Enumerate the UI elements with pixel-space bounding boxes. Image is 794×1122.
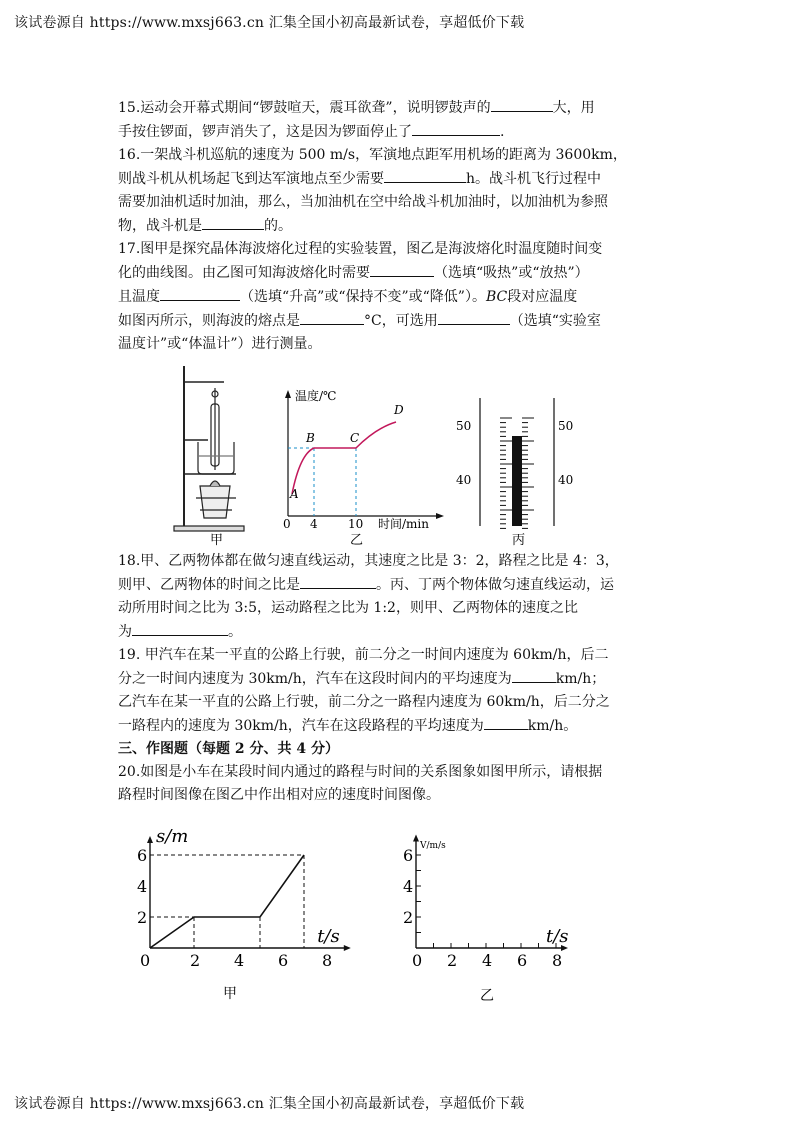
vt-x-tick: 0 bbox=[412, 951, 423, 970]
vt-plot-area bbox=[403, 835, 569, 971]
st-x-arrow-icon bbox=[344, 945, 351, 951]
st-y-tick: 2 bbox=[137, 908, 148, 927]
q18-line2: 则甲、乙两物体的时间之比是 。丙、丁两个物体做匀速直线运动，运 bbox=[118, 573, 678, 597]
x-tick-10: 10 bbox=[348, 517, 364, 531]
q17-blank1 bbox=[370, 261, 434, 277]
q17-blank4 bbox=[438, 309, 510, 325]
q16-blank2 bbox=[202, 214, 264, 230]
mercury-column bbox=[512, 436, 522, 526]
q20-line1: 20.如图是小车在某段时间内通过的路程与时间的关系图象如图甲所示，请根据 bbox=[118, 764, 603, 780]
q18-line1: 18.甲、乙两物体都在做匀速直线运动，其速度之比是 3：2，路程之比是 4：3， bbox=[118, 553, 619, 569]
x-tick-0: 0 bbox=[283, 517, 291, 531]
st-y-tick: 6 bbox=[137, 846, 148, 865]
vt-x-axis-label: t/s bbox=[546, 926, 569, 947]
st-x-axis-label: t/s bbox=[317, 926, 340, 947]
st-x-tick: 4 bbox=[234, 951, 245, 970]
vt-y-arrow-icon bbox=[413, 835, 419, 842]
q17-line2: 化的曲线图。由乙图可知海波熔化时需要 （选填“吸热”或“放热”） bbox=[118, 261, 678, 285]
x-arrow-icon bbox=[436, 513, 444, 519]
q15-line1: 15.运动会开幕式期间“锣鼓喧天，震耳欲聋”，说明锣鼓声的 大，用 bbox=[118, 96, 678, 120]
q18-blank1 bbox=[300, 573, 376, 589]
vt-x-tick: 8 bbox=[552, 951, 563, 970]
q18-line4: 为 。 bbox=[118, 620, 678, 644]
figure-17 bbox=[140, 358, 580, 548]
label-jia-20: 甲 bbox=[223, 986, 237, 1002]
q19-line3: 乙汽车在某一平直的公路上行驶，前二分之一路程内速度为 60km/h，后二分之 bbox=[118, 694, 610, 710]
vt-y-axis-label: V/m/s bbox=[420, 841, 446, 851]
q16-line4: 物，战斗机是 的。 bbox=[118, 214, 678, 238]
vt-y-tick: 4 bbox=[403, 877, 414, 896]
vt-y-tick: 2 bbox=[403, 908, 414, 927]
q19-blank2 bbox=[484, 714, 528, 730]
vt-x-tick: 6 bbox=[517, 951, 528, 970]
section-three-heading: 三、作图题（每题 2 分、共 4 分） bbox=[118, 741, 339, 757]
exam-content-lower bbox=[118, 550, 678, 807]
figure-20-yi-vt-graph bbox=[398, 830, 598, 1010]
st-x-tick: 8 bbox=[322, 951, 333, 970]
st-plot-area bbox=[137, 826, 351, 970]
st-y-tick: 4 bbox=[137, 877, 148, 896]
thermo-right-40: 40 bbox=[558, 473, 574, 487]
vt-x-tick: 4 bbox=[482, 951, 493, 970]
q18-line3: 动所用时间之比为 3:5，运动路程之比为 1:2，则甲、乙两物体的速度之比 bbox=[118, 600, 578, 616]
vt-y-tick: 6 bbox=[403, 846, 414, 865]
label-yi: 乙 bbox=[350, 533, 364, 548]
label-bing: 丙 bbox=[512, 533, 526, 548]
q20-line2: 路程时间图像在图乙中作出相对应的速度时间图像。 bbox=[118, 787, 440, 803]
st-x-tick: 0 bbox=[140, 951, 151, 970]
st-y-arrow-icon bbox=[147, 836, 153, 843]
q17-line1: 17.图甲是探究晶体海波熔化过程的实验装置，图乙是海波熔化时温度随时间变 bbox=[118, 241, 603, 257]
label-yi-20: 乙 bbox=[480, 988, 494, 1004]
q16-line2: 则战斗机从机场起飞到达军演地点至少需要 h。战斗机飞行过程中 bbox=[118, 167, 678, 191]
q15-blank1 bbox=[491, 96, 553, 112]
y-axis-label: 温度/℃ bbox=[295, 389, 337, 403]
q15-blank2 bbox=[412, 120, 500, 136]
q19-blank1 bbox=[512, 667, 556, 683]
x-axis-label: 时间/min bbox=[378, 517, 429, 531]
thermo-left-40: 40 bbox=[456, 473, 472, 487]
melting-curve-chart bbox=[283, 388, 444, 531]
point-c-label: C bbox=[350, 431, 360, 445]
q19-line2: 分之一时间内速度为 30km/h，汽车在这段时间内的平均速度为 km/h； bbox=[118, 667, 678, 691]
q16-line3: 需要加油机适时加油，那么，当加油机在空中给战斗机加油时，以加油机为参照 bbox=[118, 194, 608, 210]
q16-blank1 bbox=[384, 167, 466, 183]
q15-line2: 手按住锣面，锣声消失了，这是因为锣面停止了 . bbox=[118, 120, 678, 144]
point-a-label: A bbox=[290, 487, 299, 501]
thermo-right-50: 50 bbox=[558, 419, 574, 433]
q19-line1: 19. 甲汽车在某一平直的公路上行驶，前二分之一时间内速度为 60km/h，后二 bbox=[118, 647, 609, 663]
st-series-line bbox=[150, 855, 304, 948]
y-arrow-icon bbox=[285, 390, 291, 398]
vt-x-tick: 2 bbox=[447, 951, 458, 970]
q17-line3: 且温度 （选填“升高”或“保持不变”或“降低”）。BC段对应温度 bbox=[118, 285, 678, 309]
q18-blank2 bbox=[132, 620, 228, 636]
thermometer-reading bbox=[456, 398, 573, 528]
source-banner-bottom: 该试卷源自 https://www.mxsj663.cn 汇集全国小初高最新试卷，享超低价下载 bbox=[14, 1096, 525, 1112]
point-d-label: D bbox=[394, 403, 404, 417]
q17-line4: 如图丙所示，则海波的熔点是 °C，可选用 （选填“实验室 bbox=[118, 309, 678, 333]
q17-blank2 bbox=[160, 285, 240, 301]
x-tick-4: 4 bbox=[310, 517, 318, 531]
q19-line4: 一路程内的速度为 30km/h，汽车在这段路程的平均速度为 km/h。 bbox=[118, 714, 678, 738]
thermo-left-50: 50 bbox=[456, 419, 472, 433]
point-b-label: B bbox=[306, 431, 315, 445]
st-x-tick: 6 bbox=[278, 951, 289, 970]
label-jia: 甲 bbox=[210, 533, 224, 548]
st-y-axis-label: s/m bbox=[156, 826, 189, 847]
figure-20-jia-st-graph bbox=[128, 826, 358, 1006]
st-x-tick: 2 bbox=[190, 951, 201, 970]
source-banner-top: 该试卷源自 https://www.mxsj663.cn 汇集全国小初高最新试卷，享超低价下载 bbox=[14, 15, 525, 31]
q17-blank3 bbox=[300, 309, 364, 325]
exam-content bbox=[118, 96, 678, 356]
q16-line1: 16.一架战斗机巡航的速度为 500 m/s，军演地点距军用机场的距离为 3600km， bbox=[118, 147, 627, 163]
apparatus-illustration bbox=[174, 366, 244, 531]
q17-line5: 温度计”或“体温计”）进行测量。 bbox=[118, 336, 322, 352]
